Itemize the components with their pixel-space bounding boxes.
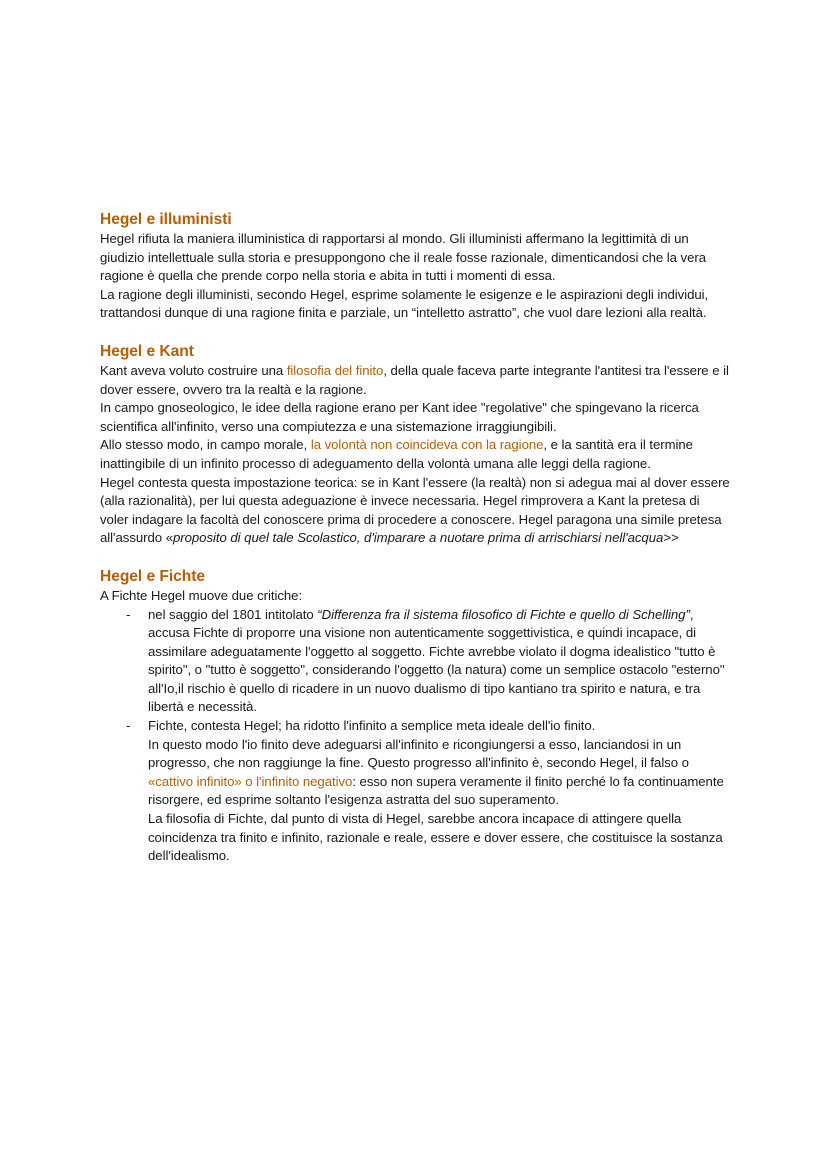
paragraph: La filosofia di Fichte, dal punto di vista di Hegel, sarebbe ancora incapace di attingere quella coincidenza tra finito e infinito, razionale e reale, essere e dover essere, che costituisce la sostanza dell'idealismo. [148, 811, 723, 864]
section-hegel-kant [100, 341, 730, 548]
italic-title: “Differenza fra il sistema filosofico di Fichte e quello di Schelling” [317, 606, 690, 622]
text-run: nel saggio del 1801 intitolato [148, 606, 318, 622]
list-item [100, 717, 730, 866]
paragraph: In campo gnoseologico, le idee della ragione erano per Kant idee "regolative" che spingevano la ricerca scientifica all'infinito, verso una compiutezza e una sistemazione irraggiungibili. [100, 400, 699, 434]
section-heading: Hegel e illuministi [100, 211, 232, 228]
list-item [100, 606, 730, 718]
paragraph: Hegel rifiuta la maniera illuministica di rapportarsi al mondo. Gli illuministi affermano la legittimità di un giudizio intellettuale sulla storia e presuppongono che il reale fosse razionale, dimenticandosi che la vera ragione è quella che prende corpo nella storia e abita in tutti i momenti di essa. [100, 231, 706, 284]
critique-list [100, 606, 730, 866]
section-heading: Hegel e Kant [100, 342, 194, 360]
paragraph [148, 736, 730, 810]
highlighted-link-text[interactable]: filosofia del finito [286, 362, 384, 378]
paragraph [100, 436, 730, 473]
paragraph [100, 362, 730, 399]
paragraph: A Fichte Hegel muove due critiche: [100, 587, 303, 603]
paragraph: La ragione degli illuministi, secondo Hegel, esprime solamente le esigenze e le aspirazioni degli individui, trattandosi dunque di una ragione finita e parziale, un “intelletto astratto”, che vuol dare lezioni alla realtà. [100, 286, 709, 321]
text-run: In questo modo l'io finito deve adeguarsi all'infinito e ricongiungersi a esso, lanciandosi in un progresso, che non raggiunge la fine. Questo progresso all'infinito è, secondo Hegel, il falso o [148, 736, 689, 771]
highlighted-link-text[interactable]: la volontà non coincideva con la ragione [310, 437, 544, 453]
paragraph [148, 606, 730, 718]
text-run: : esso non supera veramente il finito perché lo fa continuamente risorgere, ed esprime soltanto l'esigenza astratta del suo superamento. [148, 773, 724, 808]
text-run: Kant aveva voluto costruire una [100, 362, 287, 378]
bullet-dash: - [126, 718, 131, 734]
paragraph [100, 474, 730, 548]
italic-quote: proposito di quel tale Scolastico, d'imparare a nuotare prima di arrischiarsi nell'acqua>> [172, 530, 679, 546]
text-run: Hegel contesta questa impostazione teorica: se in Kant l'essere (la realtà) non si adegua mai al dover essere (alla razionalità), per lui questa adeguazione è invece necessaria. Hegel rimprovera a Kant la pretesa di voler indagare la facoltà del conoscere prima di procedere a conoscere. Hegel paragona una simile pretesa all'assurdo « [100, 474, 730, 546]
section-heading: Hegel e Fichte [100, 567, 206, 585]
bullet-dash: - [126, 606, 131, 622]
text-run: , e la santità era il termine inattingibile di un infinito processo di adeguamento della volontà umana alle leggi della ragione. [100, 437, 693, 471]
section-hegel-illuministi [100, 209, 730, 323]
document-body [100, 209, 730, 866]
text-run: Allo stesso modo, in campo morale, [100, 437, 311, 453]
section-hegel-fichte [100, 566, 730, 866]
text-run: , della quale faceva parte integrante l'antitesi tra l'essere e il dover essere, ovvero tra la realtà e la ragione. [100, 362, 729, 397]
highlighted-link-text[interactable]: «cattivo infinito» o l'infinito negativo [148, 773, 353, 789]
paragraph: Fichte, contesta Hegel; ha ridotto l'infinito a semplice meta ideale dell'io finito. [148, 718, 596, 734]
text-run: , accusa Fichte di proporre una visione non autenticamente soggettivistica, e quindi incapace, di assimilare adeguatamente l'oggetto al soggetto. Fichte avrebbe violato il dogma idealistico "tutto è spirito", o "tutto è soggetto", considerando l'oggetto (la natura) come un semplice ostacolo "esterno" all'Io,il rischio è quello di ricadere in un nuovo dualismo di tipo kantiano tra spirito e natura, e tra libertà e necessità. [148, 606, 725, 715]
